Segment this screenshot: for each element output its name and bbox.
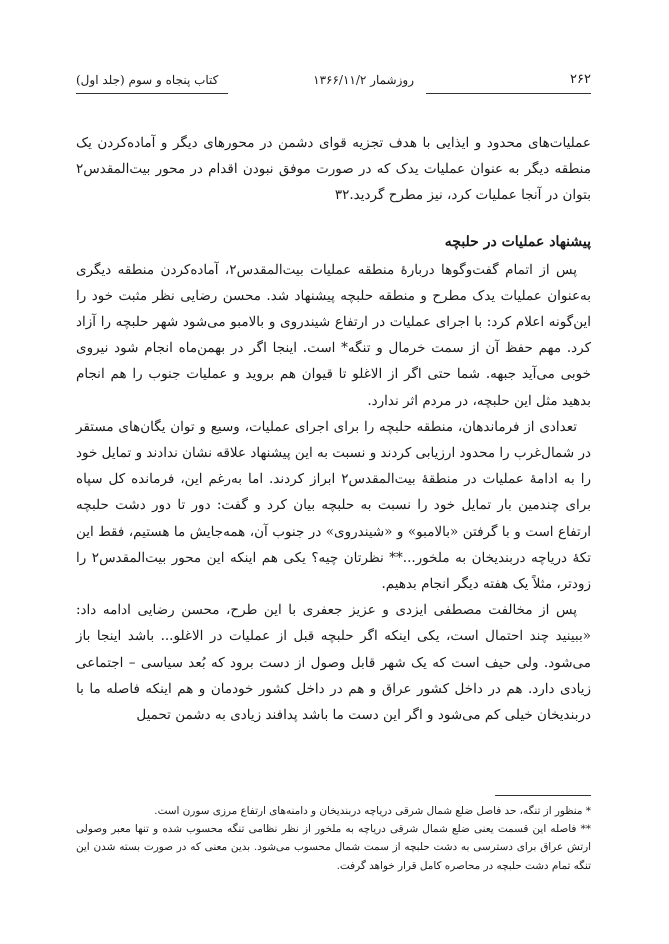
paragraph: تعدادی از فرماندهان، منطقه حلبچه را برای اجرای عملیات، وسیع و توان یگان‌های مستقر در شمال‌غرب را محدود ارزیابی کردند و نسبت به این پیشنهاد علاقه نشان ندادند و تمایل خود را به ادامهٔ عملیات در منطقهٔ بیت‌المقدس۲ ابراز کردند. اما به‌رغم این، فرمانده کل سپاه برای چندمین بار تمایل خود را نسبت به حلبچه بیان کرد و گفت: دور تا دور دشت حلبچه ارتفاع است و با گرفتن «بالامبو» و «شیندروی» در جنوب آن، همه‌جایش ما هستیم، فقط این تکهٔ دریاچه دربندیخان به ملخور...** نظرتان چیه؟ یکی هم اینکه این محور بیت‌المقدس۲ را زودتر، مثلاً یک هفته دیگر انجام بدهیم. [76, 418, 592, 593]
diary-date: روزشمار ۱۳۶۶/۱۱/۲ [313, 73, 414, 87]
running-header [76, 70, 591, 96]
section-heading: پیشنهاد عملیات در حلبچه [444, 233, 591, 250]
footnotes [76, 802, 591, 875]
header-rule-left [76, 93, 228, 94]
paragraph: پس از مخالفت مصطفی ایزدی و عزیز جعفری با این طرح، محسن رضایی ادامه داد: «ببینید چند احتمال است، یکی اینکه اگر حلبچه قبل از عملیات در الاغلو... باشد اینجا باز می‌شود. ولی حیف است که یک شهر قابل وصول از دست برود که بُعد سیاسی – اجتماعی زیادی دارد. هم در داخل کشور عراق و هم در داخل کشور خودمان و هم اینکه فاصله ما با دربندیخان خیلی کم می‌شود و اگر این دست ما باشد پدافند زیادی به دشمن تحمیل [76, 602, 591, 724]
footnote: ** فاصله این قسمت یعنی ضلع شمال شرقی دریاچه به ملخور از نظر نظامی تنگه محسوب شده و تنها معبر وصولی ارتش عراق برای دسترسی به دشت حلبچه از سمت شمال محسوب می‌شود. بدین معنی که در صورت بسته شدن این تنگه تمام دشت حلبچه در محاصره کامل قرار خواهد گرفت. [76, 823, 591, 872]
main-text [76, 130, 591, 728]
page-number: ۲۶۲ [570, 72, 591, 87]
paragraph: پس از اتمام گفت‌وگوها دربارهٔ منطقه عملیات بیت‌المقدس۲، آماده‌کردن منطقه دیگری به‌عنوان عملیات یدک مطرح و منطقه حلبچه پیشنهاد شد. محسن رضایی نظر مثبت خود را این‌گونه اعلام کرد: با اجرای عملیات در ارتفاع شیندروی و بالامبو می‌شود شهر حلبچه را آزاد کرد. مهم حفظ آن از سمت خرمال و تنگه* است. اینجا اگر در بهمن‌ماه انجام شود نیروی خوبی می‌آید جبهه. شما حتی اگر از الاغلو تا قیوان هم بروید و عملیات جنوب را هم انجام بدهید مثل این حلبچه، در مردم اثر ندارد. [76, 261, 591, 409]
footnote: * منظور از تنگه، حد فاصل ضلع شمال شرقی دریاچه دربندیخان و دامنه‌های ارتفاع مرزی سورن است. [154, 805, 591, 817]
footnote-separator [495, 795, 591, 796]
header-rule-right [426, 93, 591, 94]
paragraph-intro: عملیات‌های محدود و ایذایی با هدف تجزیه قوای دشمن در محورهای دیگر و آماده‌کردن یک منطقه دیگر به عنوان عملیات یدک که در صورت موفق نبودن اقدام در محور بیت‌المقدس۲ بتوان در آنجا عملیات کرد، نیز مطرح گردید.۳۲ [76, 135, 591, 204]
book-title: کتاب پنجاه و سوم (جلد اول) [76, 73, 219, 87]
